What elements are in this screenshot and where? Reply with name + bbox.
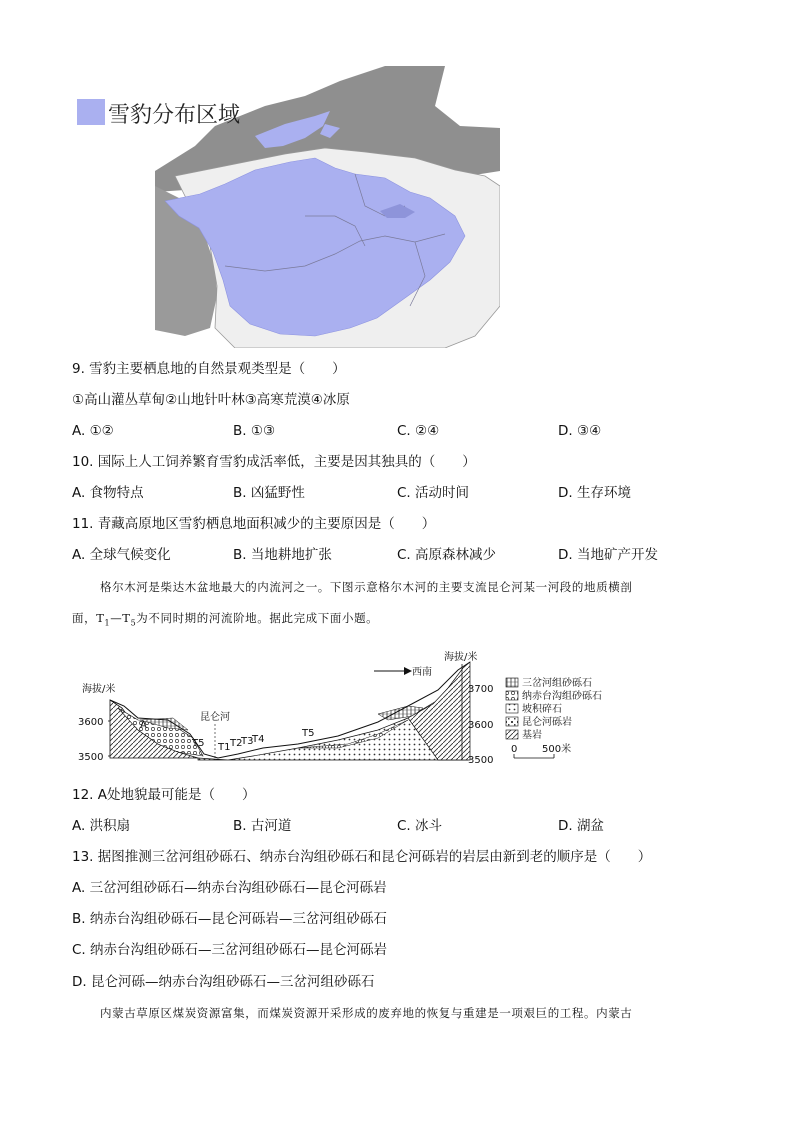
legend-slope-rubble: 坡积碎石: [522, 704, 562, 715]
question-10-stem: 10. 国际上人工饲养繁育雪豹成活率低，主要是因其独具的（ ）: [72, 454, 476, 470]
terrace-t4: T4: [252, 734, 265, 745]
q12-option-d: D. 湖盆: [558, 818, 604, 834]
right-tick-3600: 3600: [468, 720, 494, 731]
question-11-stem: 11. 青藏高原地区雪豹栖息地面积减少的主要原因是（ ）: [72, 516, 436, 532]
left-tick-3500: 3500: [78, 752, 104, 763]
q13-option-b: B. 纳赤台沟组砂砾石—昆仑河砾岩—三岔河组砂砾石: [72, 911, 387, 927]
legend-bedrock: 基岩: [522, 730, 542, 741]
q12-option-b: B. 古河道: [233, 818, 292, 834]
passage-1-line-2: 面，$T_1—T_5$为不同时期的河流阶地。据此完成下面小题。: [72, 611, 379, 628]
right-axis-title: 海拔/米: [444, 652, 478, 663]
legend-swatch-slope-rubble: [506, 704, 518, 713]
geologic-cross-section: [78, 648, 658, 770]
q13-option-d: D. 昆仑河砾—纳赤台沟组砂砾石—三岔河组砂砾石: [72, 974, 375, 990]
q11-option-a: A. 全球气候变化: [72, 547, 171, 563]
legend-swatch-nachitaigou: [506, 691, 518, 700]
passage-1-line-1: 格尔木河是柴达木盆地最大的内流河之一。下图示意格尔木河的主要支流昆仑河某一河段的地质横剖: [100, 580, 633, 594]
q9-option-a: A. ①②: [72, 423, 114, 439]
q10-option-b: B. 凶猛野性: [233, 485, 305, 501]
q9-option-b: B. ①③: [233, 423, 276, 439]
q11-option-b: B. 当地耕地扩张: [233, 547, 332, 563]
question-13-stem: 13. 据图推测三岔河组砂砾石、纳赤台沟组砂砾石和昆仑河砾岩的岩层由新到老的顺序是（ ）: [72, 849, 652, 865]
passage-2-line-1: 内蒙古草原区煤炭资源富集，而煤炭资源开采形成的废弃地的恢复与重建是一项艰巨的工程。内蒙古: [100, 1006, 633, 1020]
question-12-stem: 12. A处地貌最可能是（ ）: [72, 787, 256, 803]
q12-option-c: C. 冰斗: [397, 818, 443, 834]
terrace-t2: T2: [230, 738, 243, 749]
legend-swatch-sanchahe: [506, 678, 518, 687]
legend-label: 雪豹分布区域: [108, 103, 241, 128]
legend-nachitaigou: 纳赤台沟组砂砾石: [522, 691, 602, 702]
legend-sanchahe: 三岔河组砂砾石: [522, 678, 592, 689]
terrace-t5-right: T5: [302, 728, 315, 739]
scale-label: 500米: [542, 744, 572, 755]
cross-section-graphic: [78, 648, 658, 770]
q9-option-c: C. ②④: [397, 423, 440, 439]
q11-option-c: C. 高原森林减少: [397, 547, 497, 563]
point-a-label: A: [140, 720, 147, 731]
question-9-stem: 9. 雪豹主要栖息地的自然景观类型是（ ）: [72, 361, 346, 377]
q13-option-c: C. 纳赤台沟组砂砾石—三岔河组砂砾石—昆仑河砾岩: [72, 942, 388, 958]
q9-option-d: D. ③④: [558, 423, 602, 439]
terrace-t5-left: T5: [192, 738, 205, 749]
river-label: 昆仑河: [200, 712, 230, 723]
legend-swatch-kunlun-conglomerate: [506, 717, 518, 726]
right-tick-3500: 3500: [468, 755, 494, 766]
legend-swatch-bedrock: [506, 730, 518, 739]
terrace-t3: T3: [241, 736, 254, 747]
question-9-items: ①高山灌丛草甸②山地针叶林③高寒荒漠④冰原: [72, 392, 350, 408]
direction-label: 西南: [412, 667, 432, 678]
right-tick-3700: 3700: [468, 684, 494, 695]
q10-option-a: A. 食物特点: [72, 485, 144, 501]
scale-zero: 0: [511, 744, 518, 755]
q12-option-a: A. 洪积扇: [72, 818, 131, 834]
left-tick-3600: 3600: [78, 717, 104, 728]
q10-option-d: D. 生存环境: [558, 485, 631, 501]
legend-swatch: [77, 99, 105, 125]
legend-kunlun-conglomerate: 昆仑河砾岩: [522, 717, 572, 728]
q11-option-d: D. 当地矿产开发: [558, 547, 658, 563]
q13-option-a: A. 三岔河组砂砾石—纳赤台沟组砂砾石—昆仑河砾岩: [72, 880, 387, 896]
left-axis-title: 海拔/米: [82, 684, 116, 695]
q10-option-c: C. 活动时间: [397, 485, 470, 501]
terrace-t1: T1: [218, 742, 231, 753]
